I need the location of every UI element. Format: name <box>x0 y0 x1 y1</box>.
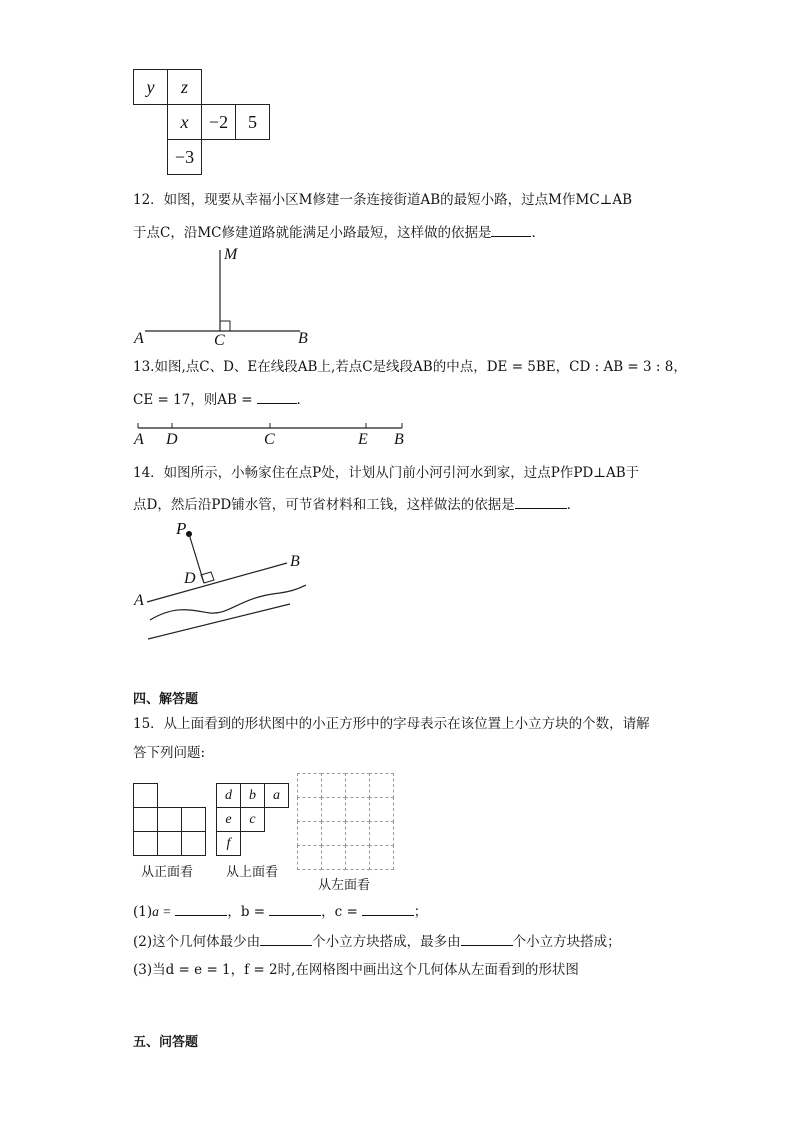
q15-part2-text-b: 个小立方块搭成，最多由 <box>312 934 461 950</box>
section-heading-4: 四、解答题 <box>133 692 199 707</box>
q15-answer-a-blank[interactable] <box>175 901 227 916</box>
q15-line1: 15．从上面看到的形状图中的小正方形中的字母表示在该位置上小立方块的个数，请解 <box>133 716 650 732</box>
q14-label-b: B <box>290 553 300 570</box>
q12-label-b: B <box>298 330 308 347</box>
section-heading-5: 五、问答题 <box>133 1035 199 1050</box>
q14-figure <box>130 515 310 645</box>
net-cell-z: z <box>167 69 202 105</box>
q13-label-e: E <box>358 431 368 448</box>
q15-part1-prefix: (1) <box>133 904 153 920</box>
front-view-square <box>181 831 206 856</box>
q12-line1: 12．如图，现要从幸福小区M修建一条连接街道AB的最短小路，过点M作MC⊥AB <box>133 192 633 208</box>
top-view-cell-b: b <box>240 783 265 808</box>
q14-answer-blank[interactable] <box>515 494 567 509</box>
q14-label-a: A <box>134 592 144 609</box>
net-cell-minus3: −3 <box>167 139 202 175</box>
q15-part1-b-label: ，b = <box>227 904 266 920</box>
q15-part3: (3)当d = e = 1，f = 2时,在网格图中画出这个几何体从左面看到的形状图 <box>133 962 579 978</box>
top-view-cell-f: f <box>216 831 241 856</box>
q14-line1: 14．如图所示，小畅家住在点P处，计划从门前小河引河水到家，过点P作PD⊥AB于 <box>133 465 640 481</box>
q12-label-c: C <box>214 332 225 349</box>
front-view-square <box>157 807 182 832</box>
q13-line2 <box>133 389 310 409</box>
q15-part1 <box>133 901 427 921</box>
q14-right-angle-mark <box>201 572 214 583</box>
q14-line2-text: 点D，然后沿PD铺水管，可节省材料和工钱，这样做法的依据是 <box>133 497 515 513</box>
q12-label-m: M <box>224 246 238 263</box>
top-view-cell-a: a <box>264 783 289 808</box>
q15-answer-c-blank[interactable] <box>362 901 414 916</box>
q15-part2-text-c: 个小立方块搭成； <box>512 934 621 950</box>
q13-line1: 13.如图,点C、D、E在线段AB上,若点C是线段AB的中点，DE = 5BE，CD : AB = 3 : 8， <box>133 359 687 375</box>
q13-label-a: A <box>134 431 144 448</box>
q12-answer-blank[interactable] <box>491 222 531 237</box>
q14-line-ab <box>147 563 287 602</box>
q12-label-a: A <box>134 330 144 347</box>
front-view-square <box>133 783 158 808</box>
q15-left-caption: 从左面看 <box>318 878 371 893</box>
q13-line2-text: CE = 17，则AB = <box>133 392 253 408</box>
q14-label-d: D <box>184 570 196 587</box>
top-view-cell-c: c <box>240 807 265 832</box>
q13-label-c: C <box>264 431 275 448</box>
front-view-square <box>181 807 206 832</box>
q14-river-bank <box>150 585 306 620</box>
q14-line2-end: ． <box>566 497 581 513</box>
top-view-cell-e: e <box>216 807 241 832</box>
q14-river-line <box>148 604 290 639</box>
q14-line2 <box>133 494 580 514</box>
q15-line2: 答下列问题: <box>133 745 206 761</box>
q15-answer-min-blank[interactable] <box>260 931 312 946</box>
q15-part2-text-a: (2)这个几何体最少由 <box>133 934 261 950</box>
q13-label-d: D <box>166 431 178 448</box>
net-cell-5: 5 <box>235 104 270 140</box>
top-view-cell-d: d <box>216 783 241 808</box>
q15-answer-b-blank[interactable] <box>269 901 321 916</box>
q15-answer-max-blank[interactable] <box>461 931 513 946</box>
q13-line2-end: ． <box>296 392 311 408</box>
q12-line2-text: 于点C，沿MC修建道路就能满足小路最短，这样做的依据是 <box>133 225 492 241</box>
front-view-square <box>133 807 158 832</box>
front-view-square <box>157 831 182 856</box>
q15-part1-a-label: a = <box>152 904 172 919</box>
net-cell-minus2: −2 <box>201 104 236 140</box>
q15-top-caption: 从上面看 <box>226 865 279 880</box>
q13-answer-blank[interactable] <box>257 389 297 404</box>
front-view-square <box>133 831 158 856</box>
q14-label-p: P <box>176 519 187 538</box>
net-cell-x: x <box>167 104 202 140</box>
net-cell-y: y <box>133 69 168 105</box>
q15-part1-end: ； <box>413 904 428 920</box>
q15-part2 <box>133 931 621 951</box>
q15-left-view-grid[interactable] <box>297 773 395 871</box>
q12-right-angle-mark <box>220 321 230 331</box>
q15-part1-c-label: ，c = <box>321 904 358 920</box>
q12-line2-end: ． <box>531 225 545 241</box>
q12-line2 <box>133 222 545 242</box>
q15-front-caption: 从正面看 <box>141 865 194 880</box>
q13-label-b: B <box>394 431 404 448</box>
